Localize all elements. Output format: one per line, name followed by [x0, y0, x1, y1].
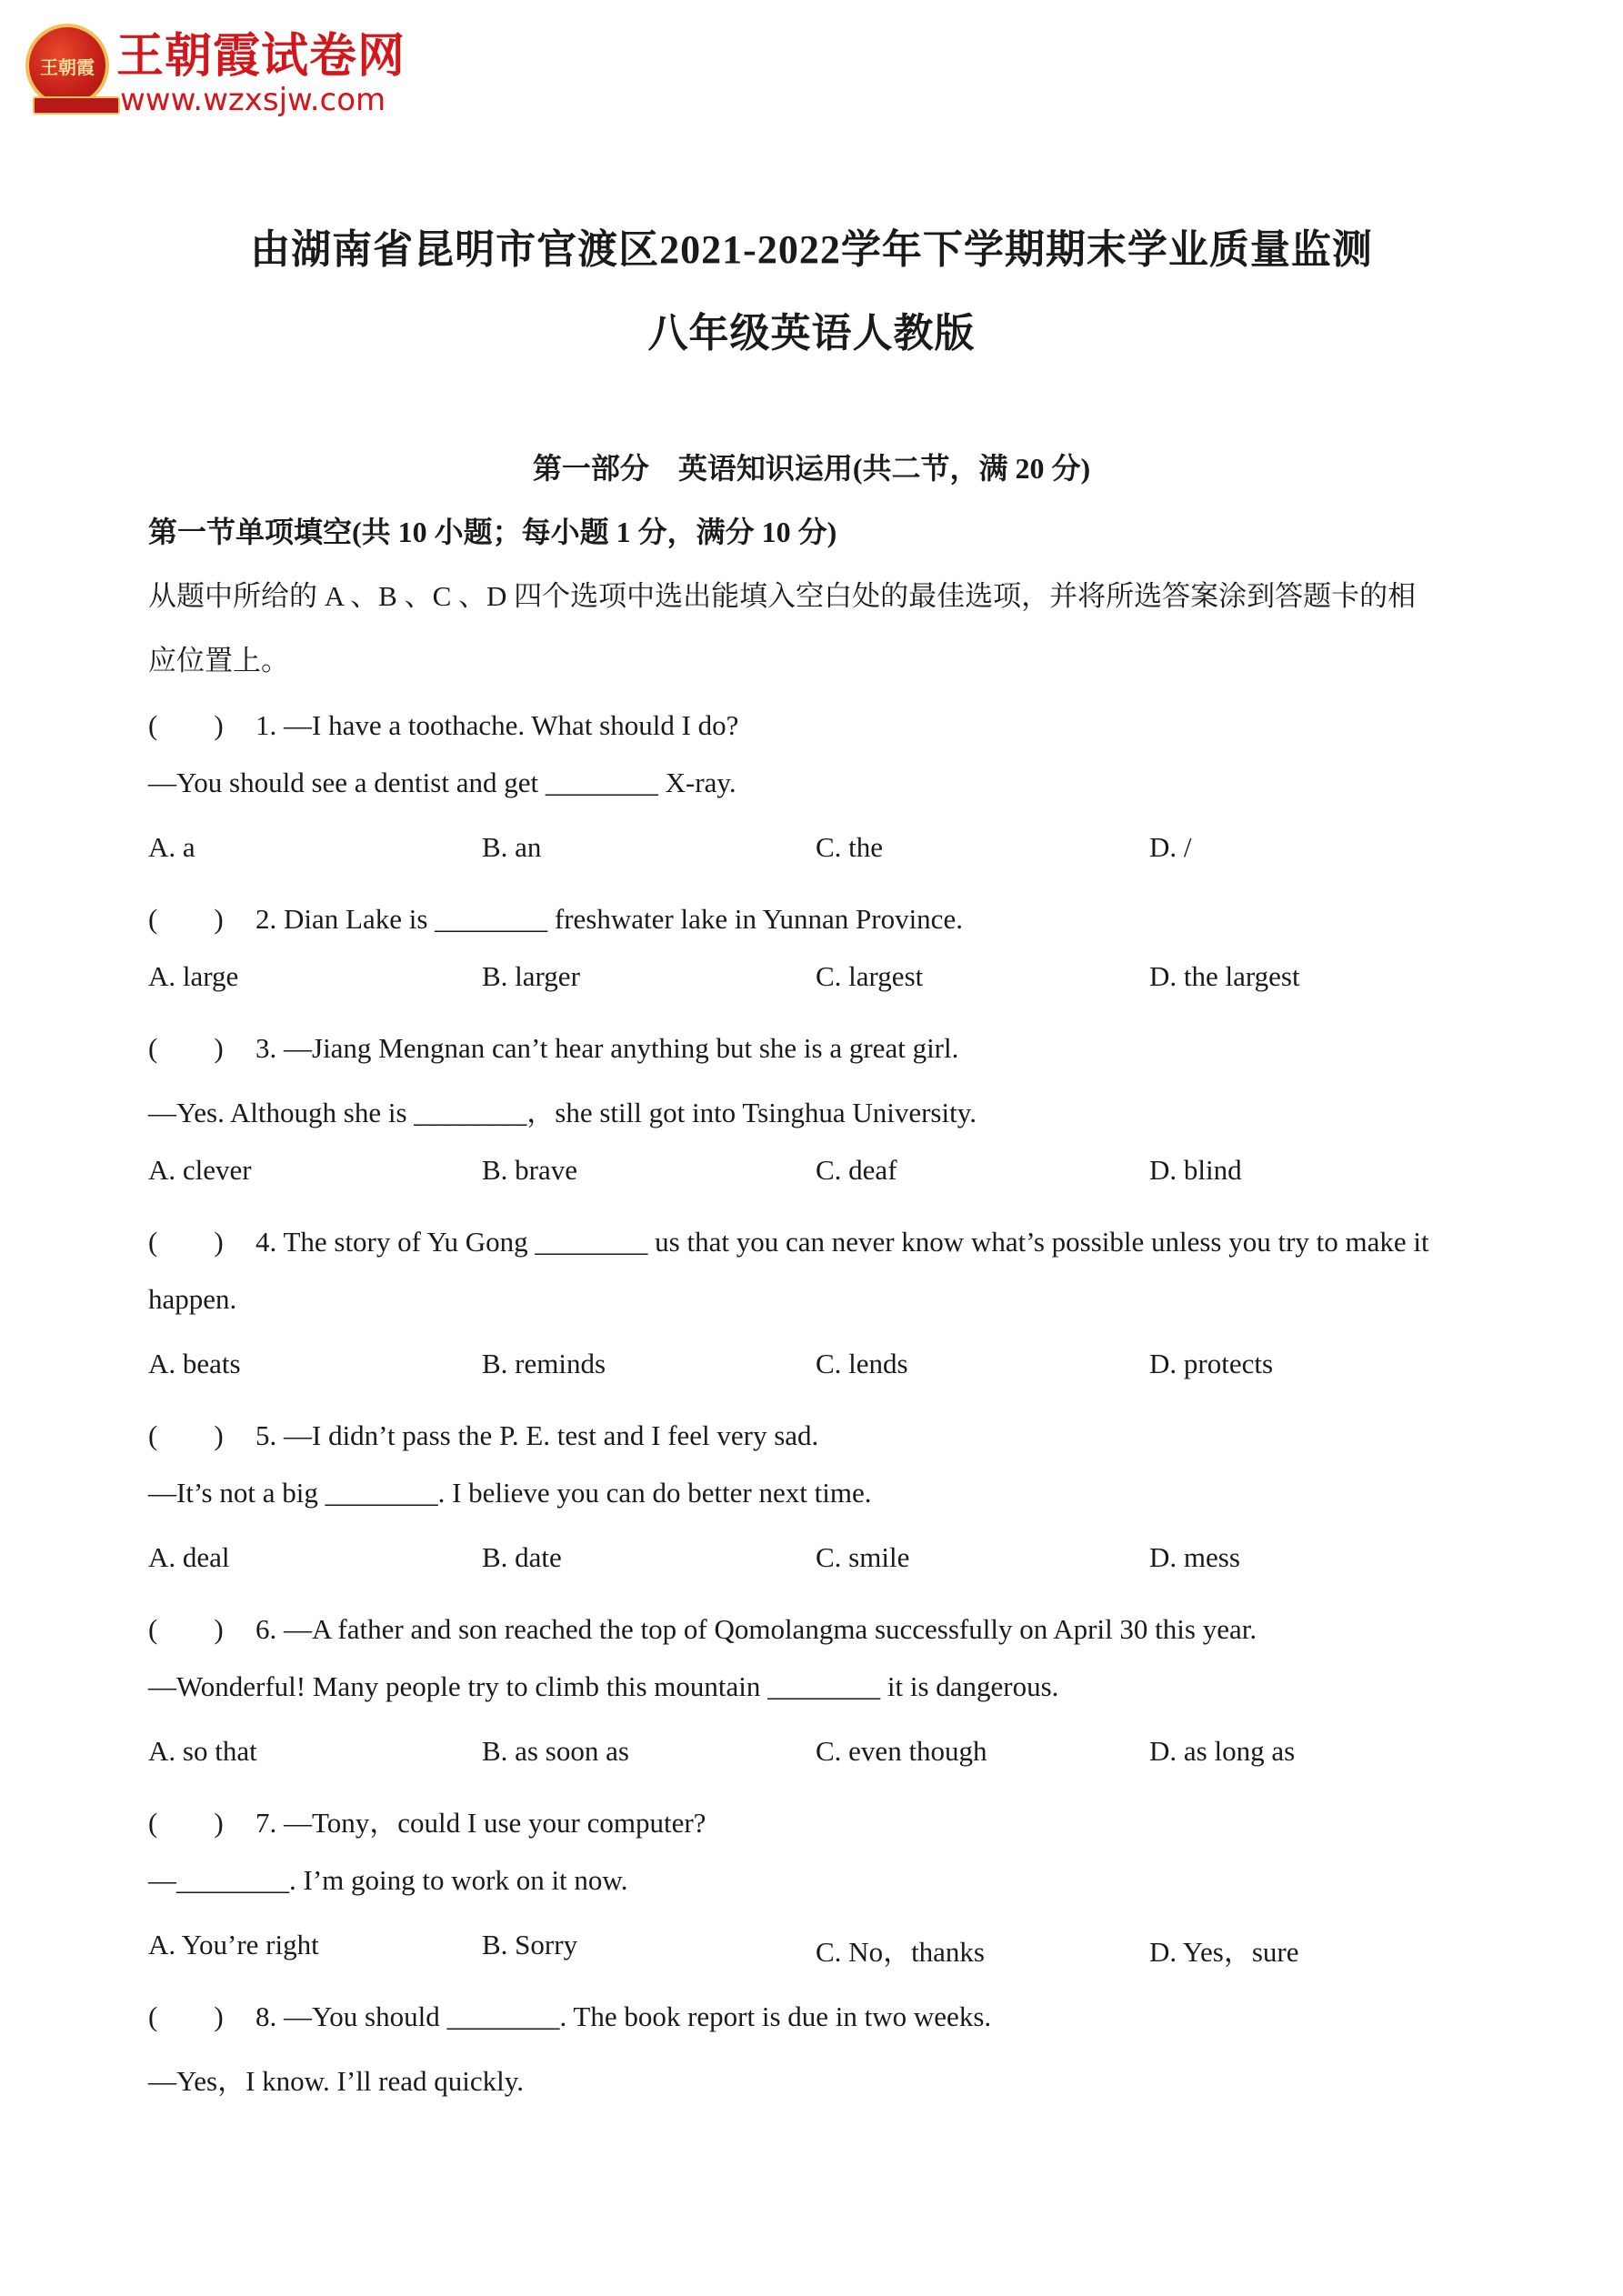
- part-heading: 第一部分 英语知识运用(共二节，满 20 分): [532, 452, 1091, 485]
- question-text: 1. —I have a toothache. What should I do?: [255, 709, 739, 741]
- q7-option-d[interactable]: D. Yes，sure: [1149, 1936, 1299, 1968]
- answer-paren: ( ): [148, 1613, 224, 1645]
- q1-option-a[interactable]: A. a: [148, 831, 195, 863]
- q4-option-c[interactable]: C. lends: [816, 1348, 908, 1379]
- instructions-line-1: 从题中所给的 A 、B 、C 、D 四个选项中选出能填入空白处的最佳选项，并将所选答案涂到答题卡的相: [148, 580, 1417, 612]
- question-7-line2: —________. I’m going to work on it now.: [148, 1864, 628, 1896]
- question-3-line2: —Yes. Although she is ________，she still got into Tsinghua University.: [148, 1097, 977, 1128]
- q7-option-a[interactable]: A. You’re right: [148, 1929, 319, 1960]
- document-title: 由湖南省昆明市官渡区2021-2022学年下学期期末学业质量监测: [250, 227, 1373, 272]
- q6-option-c[interactable]: C. even though: [816, 1735, 987, 1767]
- q2-option-a[interactable]: A. large: [148, 960, 239, 992]
- document-subtitle: 八年级英语人教版: [647, 311, 976, 356]
- seal-text: 王朝霞: [40, 56, 95, 78]
- question-8-line2: —Yes，I know. I’ll read quickly.: [148, 2065, 524, 2097]
- q1-option-d[interactable]: D. /: [1149, 831, 1192, 863]
- answer-paren: ( ): [148, 1807, 224, 1839]
- q7-option-b[interactable]: B. Sorry: [482, 1929, 578, 1960]
- q5-option-d[interactable]: D. mess: [1149, 1541, 1240, 1573]
- q6-option-a[interactable]: A. so that: [148, 1735, 257, 1767]
- question-7-stem: [148, 1800, 706, 1840]
- brand-url: www.wzxsjw.com: [120, 82, 386, 118]
- answer-paren: ( ): [148, 709, 224, 741]
- question-text: 5. —I didn’t pass the P. E. test and I feel very sad.: [255, 1419, 819, 1451]
- question-5-line2: —It’s not a big ________. I believe you can do better next time.: [148, 1477, 872, 1509]
- question-text: 7. —Tony，could I use your computer?: [255, 1807, 706, 1839]
- answer-paren: ( ): [148, 1419, 224, 1451]
- q2-option-d[interactable]: D. the largest: [1149, 960, 1300, 992]
- q3-option-c[interactable]: C. deaf: [816, 1154, 897, 1186]
- q6-option-b[interactable]: B. as soon as: [482, 1735, 629, 1767]
- q2-option-b[interactable]: B. larger: [482, 960, 580, 992]
- question-1-stem: [148, 702, 738, 743]
- answer-paren: ( ): [148, 903, 224, 935]
- q2-option-c[interactable]: C. largest: [816, 960, 924, 992]
- question-3-stem: [148, 1025, 958, 1066]
- q1-option-b[interactable]: B. an: [482, 831, 542, 863]
- site-logo: [25, 24, 407, 124]
- section-heading: 第一节单项填空(共 10 小题；每小题 1 分，满分 10 分): [148, 516, 837, 548]
- question-2-stem: [148, 896, 963, 937]
- answer-paren: ( ): [148, 2000, 224, 2032]
- answer-paren: ( ): [148, 1226, 224, 1258]
- q1-option-c[interactable]: C. the: [816, 831, 884, 863]
- q4-option-b[interactable]: B. reminds: [482, 1348, 606, 1379]
- question-4-line2: happen.: [148, 1283, 237, 1315]
- q3-option-b[interactable]: B. brave: [482, 1154, 578, 1186]
- question-text: 8. —You should ________. The book report is due in two weeks.: [255, 2000, 992, 2032]
- question-8-stem: [148, 1993, 991, 2034]
- brand-name: 王朝霞试卷网: [116, 29, 406, 84]
- q3-option-a[interactable]: A. clever: [148, 1154, 252, 1186]
- q5-option-b[interactable]: B. date: [482, 1541, 562, 1573]
- q5-option-c[interactable]: C. smile: [816, 1541, 910, 1573]
- question-text: 4. The story of Yu Gong ________ us that you can never know what’s possible unless you try to make it: [255, 1226, 1429, 1258]
- q7-option-c[interactable]: C. No，thanks: [816, 1936, 985, 1968]
- question-4-stem: [148, 1218, 1429, 1259]
- q4-option-d[interactable]: D. protects: [1149, 1348, 1274, 1379]
- question-1-line2: —You should see a dentist and get ________ X-ray.: [148, 767, 736, 798]
- instructions-line-2: 应位置上。: [148, 645, 289, 677]
- question-6-stem: [148, 1606, 1257, 1647]
- q5-option-a[interactable]: A. deal: [148, 1541, 230, 1573]
- q4-option-a[interactable]: A. beats: [148, 1348, 241, 1379]
- q3-option-d[interactable]: D. blind: [1149, 1154, 1242, 1186]
- question-text: 2. Dian Lake is ________ freshwater lake in Yunnan Province.: [255, 903, 963, 935]
- question-6-line2: —Wonderful! Many people try to climb this mountain ________ it is dangerous.: [148, 1670, 1059, 1702]
- seal-icon: [25, 24, 109, 107]
- q6-option-d[interactable]: D. as long as: [1149, 1735, 1296, 1767]
- question-text: 3. —Jiang Mengnan can’t hear anything but she is a great girl.: [255, 1032, 959, 1064]
- question-text: 6. —A father and son reached the top of Qomolangma successfully on April 30 this year.: [255, 1613, 1257, 1645]
- question-5-stem: [148, 1412, 818, 1453]
- answer-paren: ( ): [148, 1032, 224, 1064]
- seal-ribbon: [33, 96, 120, 115]
